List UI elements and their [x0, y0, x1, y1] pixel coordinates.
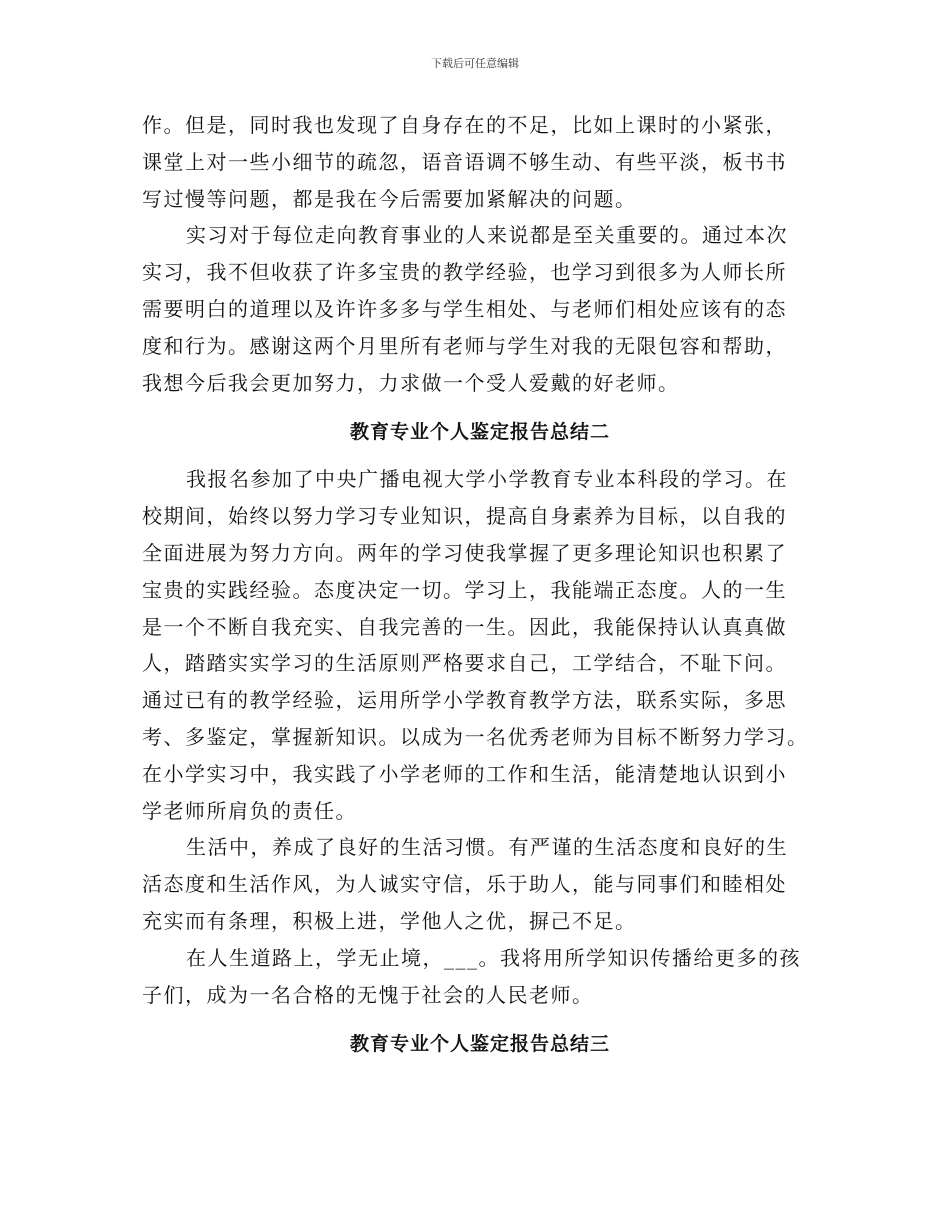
paragraph-line: 校期间，始终以努力学习专业知识，提高自身素养为目标，以自我的 [142, 504, 787, 529]
paragraph-line: 人，踏踏实实学习的生活原则严格要求自己，工学结合，不耻下问。 [142, 651, 787, 676]
paragraph-line: 度和行为。感谢这两个月里所有老师与学生对我的无限包容和帮助， [142, 333, 787, 358]
paragraph-line: 我报名参加了中央广播电视大学小学教育专业本科段的学习。在 [186, 467, 788, 492]
paragraph-line: 通过已有的教学经验，运用所学小学教育教学方法，联系实际，多思 [142, 688, 787, 713]
paragraph-line: 全面进展为努力方向。两年的学习使我掌握了更多理论知识也积累了 [142, 540, 787, 565]
paragraph-line: 需要明白的道理以及许许多多与学生相处、与老师们相处应该有的态 [142, 296, 787, 321]
paragraph-line: 作。但是，同时我也发现了自身存在的不足，比如上课时的小紧张， [142, 113, 787, 137]
paragraph-line: 实习，我不但收获了许多宝贵的教学经验，也学习到很多为人师长所 [142, 260, 787, 285]
download-note: 下载后可任意编辑 [431, 57, 519, 70]
paragraph-line: 充实而有条理，积极上进，学他人之优，摒己不足。 [142, 908, 637, 933]
section-2 [142, 461, 822, 1013]
paragraph-line: 在小学实习中，我实践了小学老师的工作和生活，能清楚地认识到小 [142, 761, 787, 786]
paragraph-line: 是一个不断自我充实、自我完善的一生。因此，我能保持认认真真做 [142, 614, 787, 639]
paragraph-line: 生活中，养成了良好的生活习惯。有严谨的生活态度和良好的生 [186, 835, 788, 860]
section-1 [142, 107, 822, 401]
paragraph-line: 实习对于每位走向教育事业的人来说都是至关重要的。通过本次 [186, 223, 788, 248]
paragraph-line: 宝贵的实践经验。态度决定一切。学习上，我能端正态度。人的一生 [142, 577, 787, 602]
paragraph-line: 学老师所肩负的责任。 [142, 798, 357, 823]
paragraph-line: 在人生道路上，学无止境，___。我将用所学知识传播给更多的孩 [186, 945, 801, 970]
paragraph-line: 我想今后我会更加努力，力求做一个受人爱戴的好老师。 [142, 370, 680, 395]
paragraph-line: 活态度和生活作风，为人诚实守信，乐于助人，能与同事们和睦相处 [142, 872, 787, 897]
paragraph-line: 子们，成为一名合格的无愧于社会的人民老师。 [142, 982, 594, 1007]
section-heading: 教育专业个人鉴定报告总结二 [349, 421, 610, 444]
paragraph-line: 课堂上对一些小细节的疏忽，语音语调不够生动、有些平淡，板书书 [142, 149, 787, 174]
section-heading: 教育专业个人鉴定报告总结三 [349, 1033, 610, 1056]
paragraph-line: 写过慢等问题，都是我在今后需要加紧解决的问题。 [142, 186, 637, 211]
paragraph-line: 考、多鉴定，掌握新知识。以成为一名优秀老师为目标不断努力学习。 [142, 724, 809, 749]
document-body [142, 107, 822, 1063]
